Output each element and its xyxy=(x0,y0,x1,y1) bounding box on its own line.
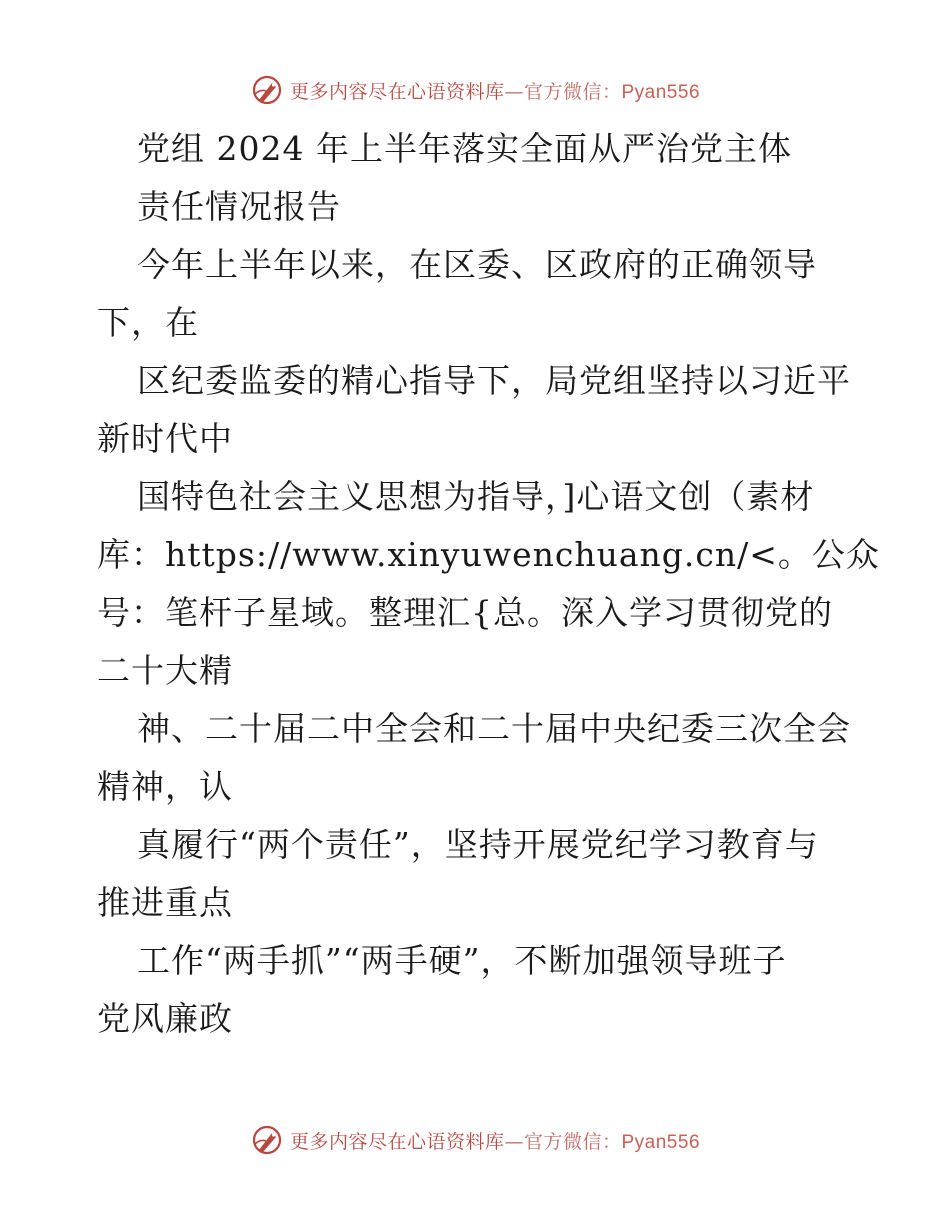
paragraph-line: 新时代中 xyxy=(97,419,233,458)
paragraph-line: 区纪委监委的精心指导下，局党组坚持以习近平 xyxy=(137,361,851,400)
watermark-text xyxy=(290,1127,700,1154)
pen-nib-logo-icon xyxy=(250,1123,284,1157)
pen-nib-logo-icon xyxy=(250,73,284,107)
paragraph-line: 精神，认 xyxy=(97,767,233,806)
watermark-wechat-label: 官方微信： xyxy=(523,80,622,103)
paragraph-line: 库：https://www.xinyuwenchuang.cn/<。公众 xyxy=(97,535,880,574)
paragraph-line: 推进重点 xyxy=(97,883,233,922)
paragraph-line: 号：笔杆子星域。整理汇{总。深入学习贯彻党的 xyxy=(97,593,833,632)
paragraph-line: 今年上半年以来，在区委、区政府的正确领导 xyxy=(137,245,817,284)
document-body xyxy=(97,120,880,1048)
paragraph-line: 下，在 xyxy=(97,303,199,342)
watermark-separator: — xyxy=(504,80,524,103)
paragraph-line: 工作“两手抓”“两手硬”，不断加强领导班子 xyxy=(137,941,787,980)
paragraph-line: 真履行“两个责任”，坚持开展党纪学习教育与 xyxy=(137,825,819,864)
watermark-site: 更多内容尽在心语资料库 xyxy=(289,80,505,103)
footer-watermark-banner xyxy=(0,1120,950,1160)
watermark-text xyxy=(290,77,700,104)
watermark-wechat-label: 官方微信： xyxy=(523,1130,622,1153)
document-title-line-2: 责任情况报告 xyxy=(137,187,341,226)
paragraph-line: 神、二十届二中全会和二十届中央纪委三次全会 xyxy=(137,709,851,748)
paragraph-line: 党风廉政 xyxy=(97,999,233,1038)
watermark-wechat-id: Pyan556 xyxy=(621,81,701,103)
paragraph-line: 二十大精 xyxy=(97,651,233,690)
watermark-wechat-id: Pyan556 xyxy=(621,1131,701,1153)
header-watermark-banner xyxy=(0,70,950,110)
watermark-site: 更多内容尽在心语资料库 xyxy=(289,1130,505,1153)
watermark-separator: — xyxy=(504,1130,524,1153)
document-title-line-1: 党组 2024 年上半年落实全面从严治党主体 xyxy=(137,129,792,168)
paragraph-line: 国特色社会主义思想为指导，]心语文创（素材 xyxy=(137,477,815,516)
